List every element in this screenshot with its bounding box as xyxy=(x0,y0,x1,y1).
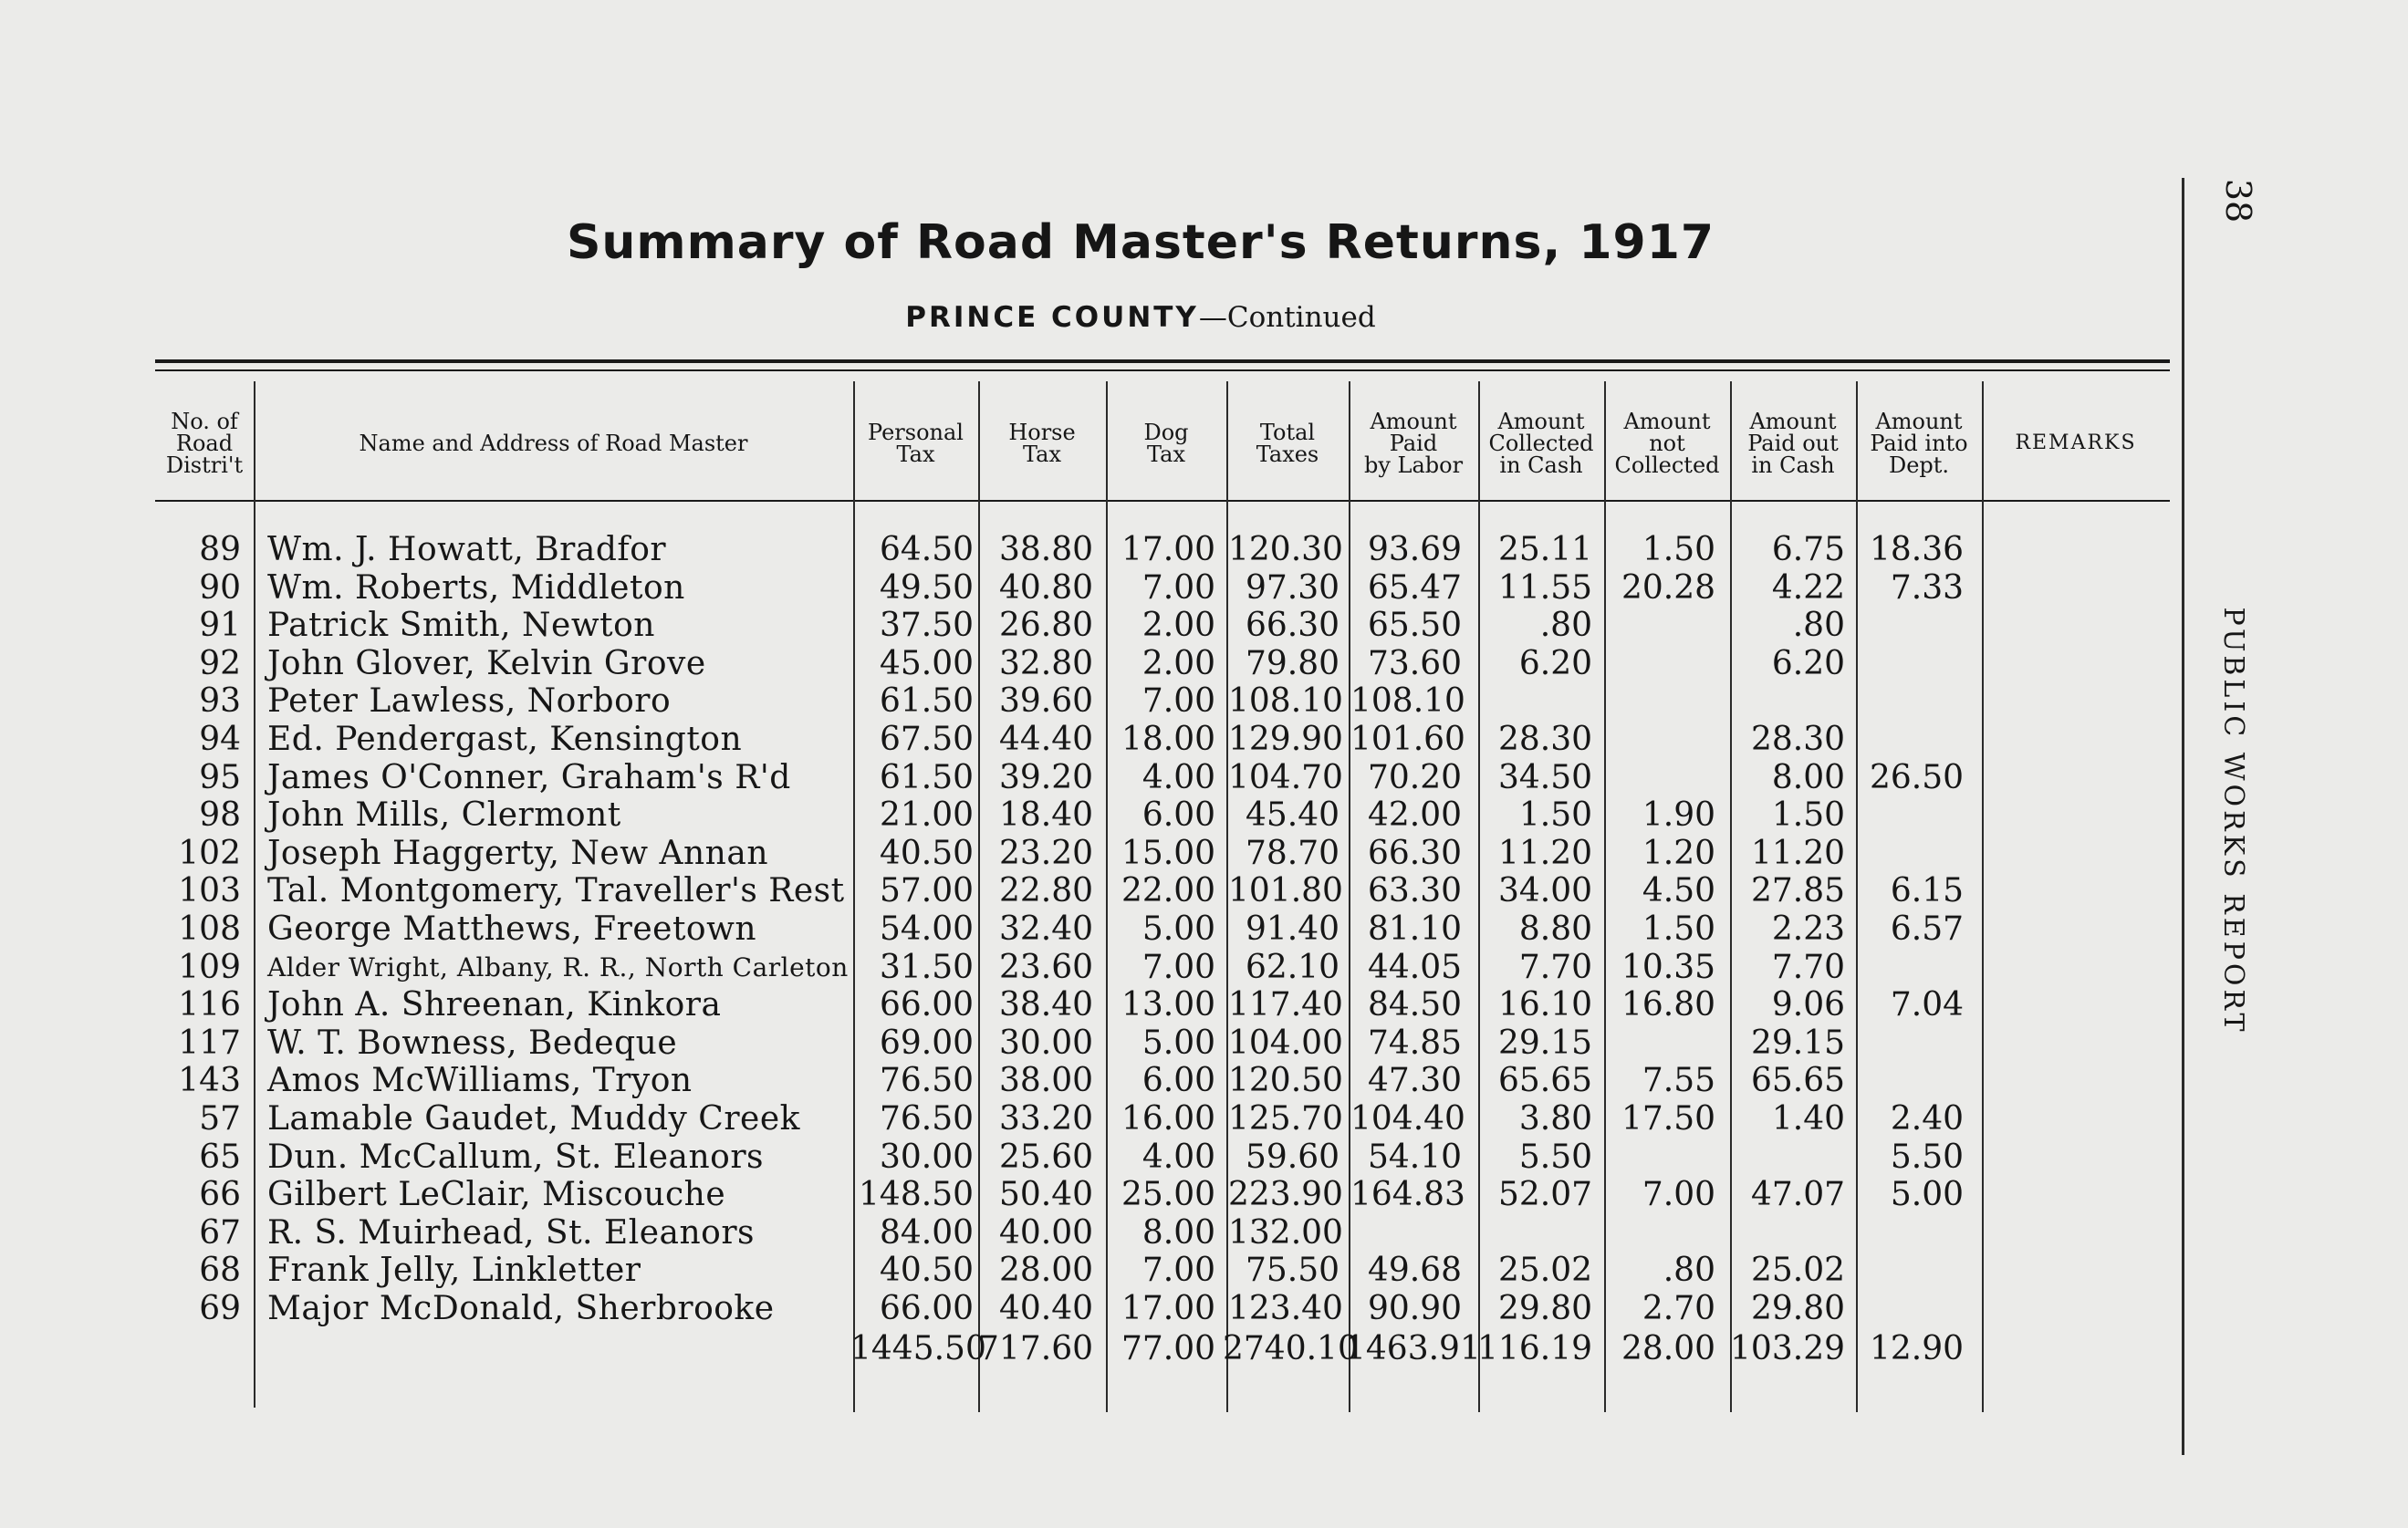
cell-not-collected: 10.35 xyxy=(1621,948,1715,986)
cell-total: 108.10 xyxy=(1228,682,1343,721)
cell-cash: 29.80 xyxy=(1497,1290,1592,1327)
cell-horse: 25.60 xyxy=(998,1138,1093,1176)
cell-dog: 7.00 xyxy=(1141,948,1215,986)
cell-paid-into: 5.50 xyxy=(1890,1138,1964,1176)
cell-total: 79.80 xyxy=(1245,644,1340,682)
county-name: PRINCE COUNTY xyxy=(905,301,1199,334)
cell-paid-into: 2.40 xyxy=(1890,1100,1964,1138)
cell-district: 117 xyxy=(178,1024,241,1062)
cell-not-collected: 7.00 xyxy=(1642,1176,1715,1214)
totals-row xyxy=(0,1330,2190,1368)
cell-total: 129.90 xyxy=(1228,721,1343,758)
cell-not-collected: 1.50 xyxy=(1642,910,1715,948)
cell-paid-out: 1.50 xyxy=(1771,796,1845,835)
cell-paid-into: 6.57 xyxy=(1890,910,1964,948)
cell-personal: 67.50 xyxy=(879,721,974,758)
cell-horse: 39.60 xyxy=(998,682,1093,721)
cell-cash: 5.50 xyxy=(1518,1138,1592,1176)
cell-labor: 101.60 xyxy=(1350,721,1465,758)
total-labor: 1463.91 xyxy=(1345,1329,1481,1367)
cell-paid-out: 27.85 xyxy=(1750,872,1845,910)
cell-district: 98 xyxy=(199,796,241,835)
cell-dog: 22.00 xyxy=(1121,872,1215,910)
cell-total: 66.30 xyxy=(1245,607,1340,645)
cell-personal: 76.50 xyxy=(879,1062,974,1100)
cell-labor: 90.90 xyxy=(1367,1290,1462,1327)
table-row xyxy=(0,1176,2190,1214)
cell-district: 89 xyxy=(199,531,241,568)
cell-name: George Matthews, Freetown xyxy=(267,910,757,948)
cell-horse: 32.80 xyxy=(998,644,1093,682)
page-subtitle xyxy=(821,301,1460,334)
cell-name: Dun. McCallum, St. Eleanors xyxy=(267,1138,765,1176)
cell-name: Alder Wright, Albany, R. R., North Carleton xyxy=(267,951,849,982)
cell-name: W. T. Bowness, Bedeque xyxy=(267,1024,678,1062)
cell-not-collected xyxy=(1606,1138,1715,1177)
cell-cash: 16.10 xyxy=(1497,986,1592,1024)
cell-not-collected: 1.90 xyxy=(1642,796,1715,835)
cell-personal: 148.50 xyxy=(859,1176,974,1214)
cell-district: 116 xyxy=(178,986,241,1024)
cell-not-collected: 1.50 xyxy=(1642,531,1715,568)
column-header-labor: Amount Paid by Labor xyxy=(1363,409,1464,478)
cell-paid-into xyxy=(1858,721,1964,759)
header-bottom-rule xyxy=(155,500,2170,502)
table-row xyxy=(0,835,2190,873)
cell-dog: 13.00 xyxy=(1121,986,1215,1024)
cell-personal: 61.50 xyxy=(879,758,974,796)
cell-paid-into: 7.33 xyxy=(1890,568,1964,607)
cell-personal: 84.00 xyxy=(879,1213,974,1252)
total-dog: 77.00 xyxy=(1121,1329,1215,1367)
cell-dog: 6.00 xyxy=(1141,796,1215,835)
table-row xyxy=(0,759,2190,797)
cell-name: John A. Shreenan, Kinkora xyxy=(267,986,722,1024)
cell-horse: 22.80 xyxy=(998,872,1093,910)
cell-labor: 65.47 xyxy=(1367,568,1462,607)
table-row xyxy=(0,1252,2190,1290)
cell-labor: 84.50 xyxy=(1367,986,1462,1024)
cell-district: 92 xyxy=(199,644,241,682)
cell-dog: 7.00 xyxy=(1141,682,1215,721)
total-personal: 1445.50 xyxy=(850,1329,986,1367)
cell-not-collected xyxy=(1606,682,1715,721)
cell-not-collected: .80 xyxy=(1663,1252,1715,1290)
cell-paid-out: 1.40 xyxy=(1771,1100,1845,1138)
table-top-rule-thick xyxy=(155,359,2170,363)
cell-labor: 44.05 xyxy=(1367,948,1462,986)
cell-cash: 11.20 xyxy=(1497,834,1592,872)
total-not-collected: 28.00 xyxy=(1621,1329,1715,1367)
cell-paid-out: 8.00 xyxy=(1771,758,1845,796)
cell-paid-out: 6.75 xyxy=(1771,531,1845,568)
table-row xyxy=(0,1138,2190,1177)
cell-cash: 11.55 xyxy=(1497,568,1592,607)
cell-horse: 28.00 xyxy=(998,1252,1093,1290)
cell-labor: 42.00 xyxy=(1367,796,1462,835)
cell-paid-into xyxy=(1858,1290,1964,1328)
cell-cash: .80 xyxy=(1539,607,1592,645)
cell-dog: 18.00 xyxy=(1121,721,1215,758)
cell-name: James O'Conner, Graham's R'd xyxy=(267,758,791,796)
cell-not-collected xyxy=(1606,645,1715,683)
total-total: 2740.10 xyxy=(1223,1329,1359,1367)
column-header-district: No. of Road Distri't xyxy=(165,409,244,478)
cell-paid-into xyxy=(1858,1024,1964,1063)
cell-total: 62.10 xyxy=(1245,948,1340,986)
cell-name: Wm. J. Howatt, Bradfor xyxy=(267,531,667,568)
cell-labor: 108.10 xyxy=(1350,682,1465,721)
cell-total: 120.30 xyxy=(1228,531,1343,568)
cell-not-collected: 4.50 xyxy=(1642,872,1715,910)
cell-labor: 70.20 xyxy=(1367,758,1462,796)
table-row xyxy=(0,569,2190,608)
cell-personal: 45.00 xyxy=(879,644,974,682)
cell-cash: 6.20 xyxy=(1518,644,1592,682)
cell-labor: 93.69 xyxy=(1367,531,1462,568)
cell-dog: 17.00 xyxy=(1121,1290,1215,1327)
cell-district: 67 xyxy=(199,1213,241,1252)
cell-paid-out: 6.20 xyxy=(1771,644,1845,682)
cell-labor: 65.50 xyxy=(1367,607,1462,645)
cell-cash: 29.15 xyxy=(1497,1024,1592,1062)
cell-labor: 47.30 xyxy=(1367,1062,1462,1100)
cell-labor: 63.30 xyxy=(1367,872,1462,910)
cell-name: Frank Jelly, Linkletter xyxy=(267,1252,641,1290)
cell-cash: 25.02 xyxy=(1497,1252,1592,1290)
cell-total: 78.70 xyxy=(1245,834,1340,872)
column-header-dog: Dog Tax xyxy=(1143,420,1189,467)
cell-horse: 23.60 xyxy=(998,948,1093,986)
cell-horse: 40.00 xyxy=(998,1213,1093,1252)
cell-horse: 44.40 xyxy=(998,721,1093,758)
cell-personal: 57.00 xyxy=(879,872,974,910)
cell-paid-into: 18.36 xyxy=(1869,531,1964,568)
cell-district: 57 xyxy=(199,1100,241,1138)
running-head: PUBLIC WORKS REPORT xyxy=(2217,607,2249,1035)
cell-name: John Glover, Kelvin Grove xyxy=(267,644,706,682)
cell-paid-out: 2.23 xyxy=(1771,910,1845,948)
cell-district: 143 xyxy=(178,1062,241,1100)
cell-not-collected xyxy=(1606,607,1715,645)
cell-personal: 31.50 xyxy=(879,948,974,986)
cell-total: 120.50 xyxy=(1228,1062,1343,1100)
cell-dog: 15.00 xyxy=(1121,834,1215,872)
cell-district: 90 xyxy=(199,568,241,607)
cell-paid-out xyxy=(1732,1214,1845,1253)
page-title: Summary of Road Master's Returns, 1917 xyxy=(566,215,1715,270)
cell-horse: 40.80 xyxy=(998,568,1093,607)
cell-horse: 40.40 xyxy=(998,1290,1093,1327)
cell-name: Patrick Smith, Newton xyxy=(267,607,655,645)
cell-total: 132.00 xyxy=(1228,1213,1343,1252)
cell-dog: 2.00 xyxy=(1141,607,1215,645)
cell-dog: 7.00 xyxy=(1141,1252,1215,1290)
cell-name: Wm. Roberts, Middleton xyxy=(267,568,685,607)
cell-not-collected: 20.28 xyxy=(1621,568,1715,607)
cell-name: Gilbert LeClair, Miscouche xyxy=(267,1176,726,1214)
cell-paid-out: 47.07 xyxy=(1750,1176,1845,1214)
cell-paid-into xyxy=(1858,607,1964,645)
cell-cash xyxy=(1480,682,1592,721)
cell-total: 223.90 xyxy=(1228,1176,1343,1214)
table-row xyxy=(0,1024,2190,1063)
table-row xyxy=(0,1214,2190,1253)
cell-name: Peter Lawless, Norboro xyxy=(267,682,672,721)
cell-dog: 16.00 xyxy=(1121,1100,1215,1138)
cell-cash: 3.80 xyxy=(1518,1100,1592,1138)
column-header-cash: Amount Collected in Cash xyxy=(1488,409,1594,478)
cell-cash: 7.70 xyxy=(1518,948,1592,986)
cell-labor xyxy=(1350,1214,1462,1253)
cell-labor: 74.85 xyxy=(1367,1024,1462,1062)
cell-paid-into xyxy=(1858,645,1964,683)
cell-paid-into xyxy=(1858,1214,1964,1253)
cell-dog: 2.00 xyxy=(1141,644,1215,682)
table-row xyxy=(0,910,2190,949)
cell-total: 101.80 xyxy=(1228,872,1343,910)
cell-cash: 34.00 xyxy=(1497,872,1592,910)
table-row xyxy=(0,1290,2190,1328)
total-paid-into: 12.90 xyxy=(1869,1329,1964,1367)
cell-total: 104.00 xyxy=(1228,1024,1343,1062)
column-header-total: Total Taxes xyxy=(1256,420,1319,467)
cell-district: 93 xyxy=(199,682,241,721)
cell-dog: 5.00 xyxy=(1141,1024,1215,1062)
cell-horse: 50.40 xyxy=(998,1176,1093,1214)
cell-personal: 40.50 xyxy=(879,1252,974,1290)
cell-labor: 73.60 xyxy=(1367,644,1462,682)
cell-district: 66 xyxy=(199,1176,241,1214)
cell-personal: 54.00 xyxy=(879,910,974,948)
cell-paid-out: 7.70 xyxy=(1771,948,1845,986)
total-horse: 717.60 xyxy=(978,1329,1093,1367)
cell-not-collected xyxy=(1606,721,1715,759)
cell-horse: 26.80 xyxy=(998,607,1093,645)
table-row xyxy=(0,645,2190,683)
cell-cash: 25.11 xyxy=(1497,531,1592,568)
cell-paid-into xyxy=(1858,835,1964,873)
cell-total: 91.40 xyxy=(1245,910,1340,948)
cell-paid-out: 9.06 xyxy=(1771,986,1845,1024)
table-row xyxy=(0,607,2190,645)
cell-personal: 30.00 xyxy=(879,1138,974,1176)
cell-paid-out xyxy=(1732,1138,1845,1177)
cell-dog: 4.00 xyxy=(1141,1138,1215,1176)
page-number: 38 xyxy=(2218,178,2258,223)
cell-district: 102 xyxy=(178,834,241,872)
cell-district: 109 xyxy=(178,948,241,986)
cell-horse: 38.40 xyxy=(998,986,1093,1024)
cell-paid-into: 26.50 xyxy=(1869,758,1964,796)
total-cash: 116.19 xyxy=(1477,1329,1592,1367)
cell-name: John Mills, Clermont xyxy=(267,796,621,835)
cell-personal: 76.50 xyxy=(879,1100,974,1138)
cell-labor: 104.40 xyxy=(1350,1100,1465,1138)
column-header-paid-into: Amount Paid into Dept. xyxy=(1870,409,1968,478)
table-row xyxy=(0,986,2190,1024)
cell-cash: 52.07 xyxy=(1497,1176,1592,1214)
cell-personal: 61.50 xyxy=(879,682,974,721)
cell-district: 108 xyxy=(178,910,241,948)
cell-paid-into: 5.00 xyxy=(1890,1176,1964,1214)
cell-paid-out: 65.65 xyxy=(1750,1062,1845,1100)
cell-name: Lamable Gaudet, Muddy Creek xyxy=(267,1100,800,1138)
cell-paid-out: 28.30 xyxy=(1750,721,1845,758)
cell-horse: 38.00 xyxy=(998,1062,1093,1100)
cell-paid-into xyxy=(1858,1062,1964,1100)
column-header-horse: Horse Tax xyxy=(1008,420,1076,467)
cell-dog: 5.00 xyxy=(1141,910,1215,948)
cell-paid-into xyxy=(1858,1252,1964,1290)
cell-dog: 17.00 xyxy=(1121,531,1215,568)
cell-total: 45.40 xyxy=(1245,796,1340,835)
cell-cash: 8.80 xyxy=(1518,910,1592,948)
cell-horse: 18.40 xyxy=(998,796,1093,835)
cell-name: Joseph Haggerty, New Annan xyxy=(267,834,769,872)
column-header-name: Name and Address of Road Master xyxy=(359,431,748,456)
cell-name: Amos McWilliams, Tryon xyxy=(267,1062,693,1100)
cell-personal: 37.50 xyxy=(879,607,974,645)
cell-paid-out: 11.20 xyxy=(1750,834,1845,872)
cell-personal: 66.00 xyxy=(879,1290,974,1327)
continued-label: —Continued xyxy=(1198,301,1376,334)
cell-total: 75.50 xyxy=(1245,1252,1340,1290)
cell-cash xyxy=(1480,1214,1592,1253)
cell-horse: 33.20 xyxy=(998,1100,1093,1138)
cell-horse: 32.40 xyxy=(998,910,1093,948)
cell-horse: 30.00 xyxy=(998,1024,1093,1062)
cell-total: 104.70 xyxy=(1228,758,1343,796)
cell-total: 117.40 xyxy=(1228,986,1343,1024)
table-row xyxy=(0,1100,2190,1138)
cell-district: 94 xyxy=(199,721,241,758)
cell-horse: 38.80 xyxy=(998,531,1093,568)
cell-total: 123.40 xyxy=(1228,1290,1343,1327)
cell-name: R. S. Muirhead, St. Eleanors xyxy=(267,1213,756,1252)
cell-personal: 69.00 xyxy=(879,1024,974,1062)
cell-dog: 7.00 xyxy=(1141,568,1215,607)
cell-name: Major McDonald, Sherbrooke xyxy=(267,1290,775,1327)
cell-cash: 28.30 xyxy=(1497,721,1592,758)
cell-district: 95 xyxy=(199,758,241,796)
table-row xyxy=(0,796,2190,835)
cell-paid-into xyxy=(1858,949,1964,987)
cell-paid-into: 6.15 xyxy=(1890,872,1964,910)
cell-labor: 49.68 xyxy=(1367,1252,1462,1290)
cell-labor: 164.83 xyxy=(1350,1176,1465,1214)
cell-horse: 39.20 xyxy=(998,758,1093,796)
cell-total: 97.30 xyxy=(1245,568,1340,607)
cell-not-collected: 17.50 xyxy=(1621,1100,1715,1138)
cell-name: Ed. Pendergast, Kensington xyxy=(267,721,743,758)
cell-district: 69 xyxy=(199,1290,241,1327)
cell-district: 91 xyxy=(199,607,241,645)
cell-total: 125.70 xyxy=(1228,1100,1343,1138)
cell-paid-out: 29.80 xyxy=(1750,1290,1845,1327)
cell-total: 59.60 xyxy=(1245,1138,1340,1176)
cell-personal: 64.50 xyxy=(879,531,974,568)
cell-not-collected xyxy=(1606,1214,1715,1253)
column-header-remarks: REMARKS xyxy=(2015,431,2137,454)
cell-labor: 81.10 xyxy=(1367,910,1462,948)
cell-name: Tal. Montgomery, Traveller's Rest xyxy=(267,872,845,910)
cell-cash: 1.50 xyxy=(1518,796,1592,835)
cell-horse: 23.20 xyxy=(998,834,1093,872)
cell-district: 65 xyxy=(199,1138,241,1176)
cell-not-collected xyxy=(1606,1024,1715,1063)
cell-dog: 6.00 xyxy=(1141,1062,1215,1100)
cell-not-collected xyxy=(1606,759,1715,797)
cell-not-collected: 1.20 xyxy=(1642,834,1715,872)
cell-district: 103 xyxy=(178,872,241,910)
cell-dog: 8.00 xyxy=(1141,1213,1215,1252)
cell-paid-out: 4.22 xyxy=(1771,568,1845,607)
cell-paid-out xyxy=(1732,682,1845,721)
cell-paid-out: .80 xyxy=(1792,607,1845,645)
table-row xyxy=(0,872,2190,910)
total-paid-out: 103.29 xyxy=(1730,1329,1845,1367)
column-header-not-collected: Amount not Collected xyxy=(1614,409,1720,478)
cell-paid-out: 29.15 xyxy=(1750,1024,1845,1062)
column-header-paid-out: Amount Paid out in Cash xyxy=(1747,409,1839,478)
cell-paid-into xyxy=(1858,796,1964,835)
cell-not-collected: 16.80 xyxy=(1621,986,1715,1024)
column-header-personal: Personal Tax xyxy=(868,420,964,467)
cell-not-collected: 7.55 xyxy=(1642,1062,1715,1100)
cell-paid-out: 25.02 xyxy=(1750,1252,1845,1290)
cell-dog: 25.00 xyxy=(1121,1176,1215,1214)
cell-dog: 4.00 xyxy=(1141,758,1215,796)
cell-personal: 66.00 xyxy=(879,986,974,1024)
table-row xyxy=(0,721,2190,759)
cell-personal: 49.50 xyxy=(879,568,974,607)
cell-not-collected: 2.70 xyxy=(1642,1290,1715,1327)
cell-cash: 65.65 xyxy=(1497,1062,1592,1100)
table-row xyxy=(0,531,2190,569)
cell-cash: 34.50 xyxy=(1497,758,1592,796)
cell-personal: 40.50 xyxy=(879,834,974,872)
cell-labor: 54.10 xyxy=(1367,1138,1462,1176)
cell-labor: 66.30 xyxy=(1367,834,1462,872)
table-row xyxy=(0,1062,2190,1100)
cell-paid-into: 7.04 xyxy=(1890,986,1964,1024)
table-top-rule-thin xyxy=(155,369,2170,371)
cell-paid-into xyxy=(1858,682,1964,721)
table-row xyxy=(0,682,2190,721)
cell-personal: 21.00 xyxy=(879,796,974,835)
table-row xyxy=(0,949,2190,987)
cell-district: 68 xyxy=(199,1252,241,1290)
